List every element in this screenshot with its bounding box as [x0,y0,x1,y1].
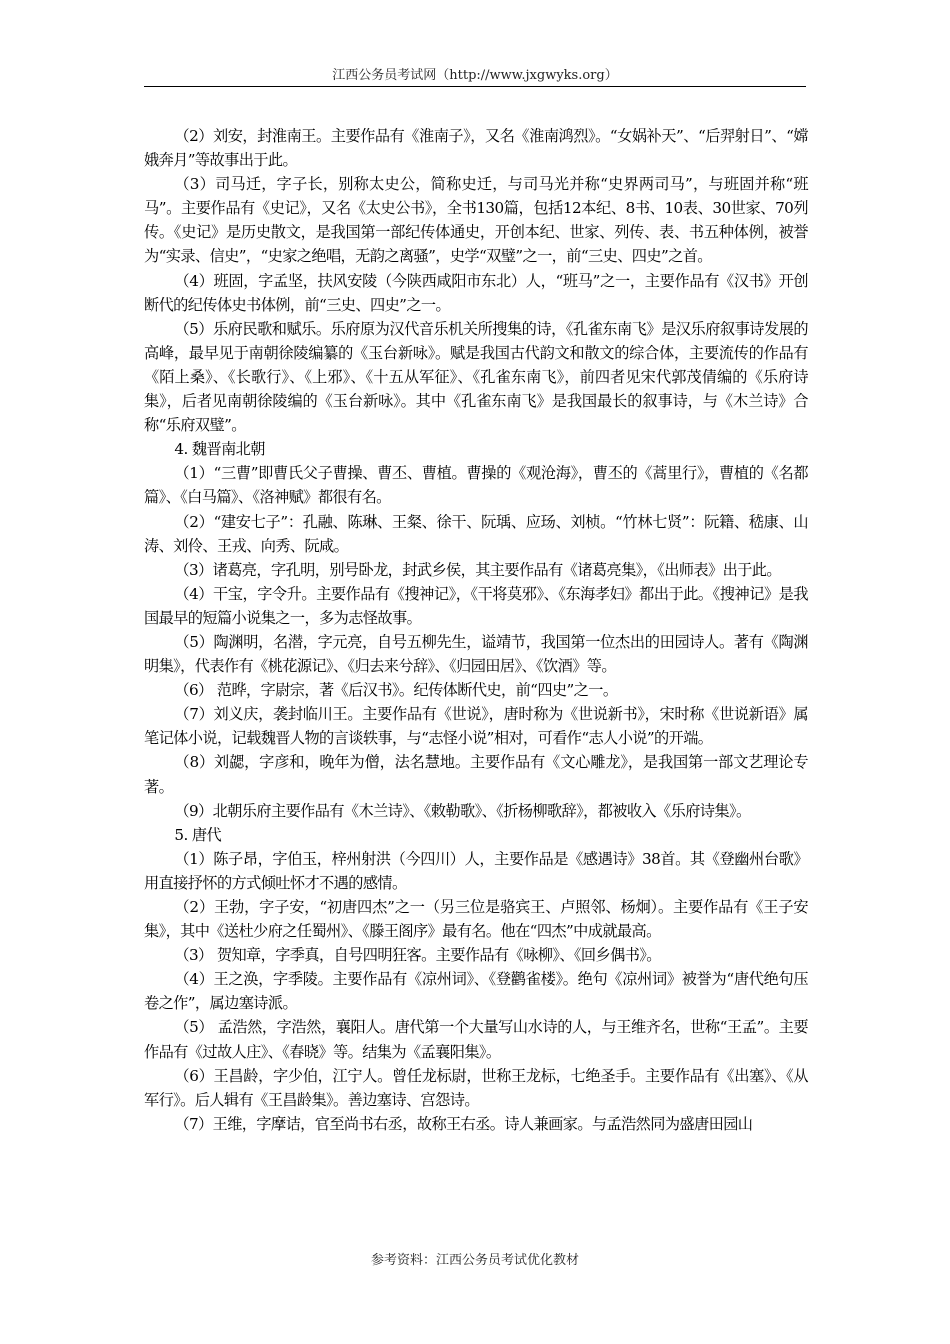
paragraph: （4）干宝，字令升。主要作品有《搜神记》，《干将莫邪》、《东海孝妇》都出于此。《搜神记》是我国最早的短篇小说集之一，多为志怪故事。 [144,584,808,627]
page-footer: 参考资料：江西公务员考试优化教材 [370,1253,579,1268]
paragraph: （7）王维，字摩诘，官至尚书右丞，故称王右丞。诗人兼画家。与孟浩然同为盛唐田园山 [174,1114,753,1133]
paragraph: （3）司马迁，字子长，别称太史公，简称史迁，与司马光并称“史界两司马”，与班固并称“班马”。主要作品有《史记》，又名《太史公书》，全书130篇，包括12本纪、8书、10表、30世家、70列传。《史记》是历史散文，是我国第一部纪传体通史，开创本纪、世家、列传、表、书五种体例，被誉为“实录、信史”，“史家之绝唱，无韵之离骚”，史学“双璧”之一，前“三史、四史”之首。 [144,175,808,266]
page-header: 江西公务员考试网（http://www.jxgwyks.org） [332,68,618,83]
paragraph: （5）乐府民歌和赋乐。乐府原为汉代音乐机关所搜集的诗，《孔雀东南飞》是汉乐府叙事诗发展的高峰，最早见于南朝徐陵编纂的《玉台新咏》。赋是我国古代韵文和散文的综合体，主要流传的作品有《陌上桑》、《长歌行》、《上邪》、《十五从军征》、《孔雀东南飞》，前四者见宋代郭茂倩编的《乐府诗集》，后者见南朝徐陵编的《玉台新咏》。其中《孔雀东南飞》是我国最长的叙事诗，与《木兰诗》合称“乐府双璧”。 [144,319,808,435]
paragraph: （2）王勃，字子安，“初唐四杰”之一（另三位是骆宾王、卢照邻、杨炯）。主要作品有《王子安集》，其中《送杜少府之任蜀州》、《滕王阁序》最有名。他在“四杰”中成就最高。 [144,898,808,941]
paragraph: （4）王之涣，字季陵。主要作品有《凉州词》、《登鹳雀楼》。绝句《凉州词》被誉为“唐代绝句压卷之作”，属边塞诗派。 [144,970,808,1013]
paragraph: （3） 贺知章，字季真，自号四明狂客。主要作品有《咏柳》、《回乡偶书》。 [174,946,661,965]
section-heading: 4. 魏晋南北朝 [174,440,265,459]
paragraph: （3）诸葛亮，字孔明，别号卧龙，封武乡侯，其主要作品有《诸葛亮集》，《出师表》出于此。 [174,560,781,579]
paragraph: （7）刘义庆，袭封临川王。主要作品有《世说》，唐时称为《世说新书》，宋时称《世说新语》属笔记体小说，记载魏晋人物的言谈轶事，与“志怪小说”相对，可看作“志人小说”的开端。 [144,705,808,748]
paragraph: （5）陶渊明，名潜，字元亮，自号五柳先生，谥靖节，我国第一位杰出的田园诗人。著有《陶渊明集》，代表作有《桃花源记》、《归去来兮辞》、《归园田居》、《饮酒》等。 [144,632,808,676]
paragraph: （9）北朝乐府主要作品有《木兰诗》、《敕勒歌》、《折杨柳歌辞》，都被收入《乐府诗集》。 [174,801,751,820]
paragraph: （1）陈子昂，字伯玉，梓州射洪（今四川）人，主要作品是《感遇诗》38首。其《登幽州台歌》用直接抒怀的方式倾吐怀才不遇的感情。 [144,849,808,892]
paragraph: （6）王昌龄，字少伯，江宁人。曾任龙标尉，世称王龙标，七绝圣手。主要作品有《出塞》、《从军行》。后人辑有《王昌龄集》。善边塞诗、宫怨诗。 [144,1066,808,1109]
document-body [144,124,808,1136]
header-rule [144,86,806,87]
paragraph: （6） 范晔，字尉宗，著《后汉书》。纪传体断代史，前“四史”之一。 [174,681,618,700]
paragraph: （5） 孟浩然，字浩然，襄阳人。唐代第一个大量写山水诗的人，与王维齐名，世称“王孟”。主要作品有《过故人庄》、《春晓》等。结集为《孟襄阳集》。 [144,1018,808,1061]
paragraph: （1）“三曹”即曹氏父子曹操、曹丕、曹植。曹操的《观沧海》，曹丕的《蒿里行》，曹植的《名都篇》、《白马篇》、《洛神赋》都很有名。 [144,464,808,507]
paragraph: （2）刘安，封淮南王。主要作品有《淮南子》，又名《淮南鸿烈》。“女娲补天”、“后羿射日”、“嫦娥奔月”等故事出于此。 [144,127,808,170]
paragraph: （2）“建安七子”：孔融、陈琳、王粲、徐干、阮瑀、应玚、刘桢。“竹林七贤”：阮籍、嵇康、山涛、刘伶、王戎、向秀、阮咸。 [144,512,808,555]
paragraph: （8）刘勰，字彦和，晚年为僧，法名慧地。主要作品有《文心雕龙》，是我国第一部文艺理论专著。 [144,753,808,796]
section-heading: 5. 唐代 [174,825,222,844]
paragraph: （4）班固，字孟坚，扶风安陵（今陕西咸阳市东北）人，“班马”之一，主要作品有《汉书》开创断代的纪传体史书体例，前“三史、四史”之一。 [144,271,808,314]
